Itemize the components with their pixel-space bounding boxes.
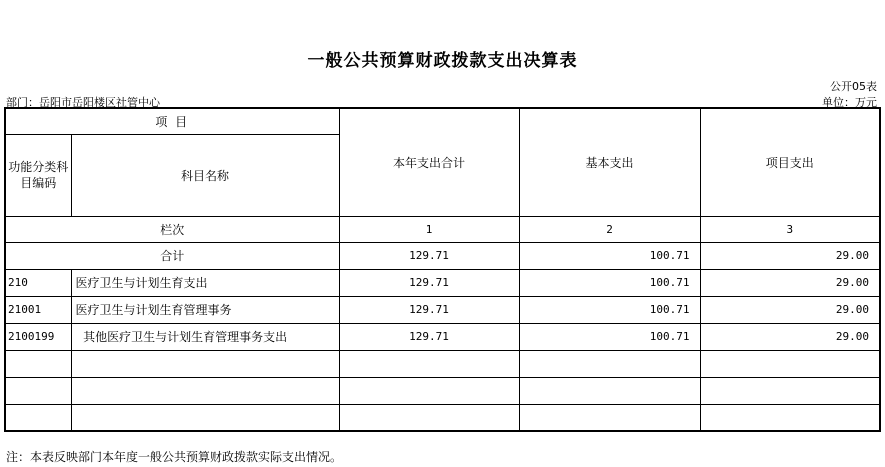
row-project: 29.00 bbox=[700, 323, 880, 350]
project-header: 项目支出 bbox=[700, 108, 880, 216]
item-header: 项 目 bbox=[5, 108, 339, 134]
table-row bbox=[5, 323, 880, 350]
row-total: 129.71 bbox=[339, 269, 519, 296]
row-basic: 100.71 bbox=[519, 323, 700, 350]
row-code: 21001 bbox=[5, 296, 71, 323]
row-project: 29.00 bbox=[700, 269, 880, 296]
row-code: 210 bbox=[5, 269, 71, 296]
row-name: 医疗卫生与计划生育支出 bbox=[71, 269, 339, 296]
sum-total: 129.71 bbox=[339, 242, 519, 269]
column-row-label: 栏次 bbox=[5, 216, 339, 242]
basic-header: 基本支出 bbox=[519, 108, 700, 216]
empty-row bbox=[5, 350, 880, 377]
table-row bbox=[5, 269, 880, 296]
header-row-top bbox=[5, 108, 880, 134]
row-basic: 100.71 bbox=[519, 269, 700, 296]
row-code: 2100199 bbox=[5, 323, 71, 350]
row-basic: 100.71 bbox=[519, 296, 700, 323]
row-project: 29.00 bbox=[700, 296, 880, 323]
table-row bbox=[5, 296, 880, 323]
unit-label: 单位：万元 bbox=[822, 96, 877, 109]
subject-name-header: 科目名称 bbox=[71, 134, 339, 216]
col-index-2: 2 bbox=[519, 216, 700, 242]
footnote: 注：本表反映部门本年度一般公共预算财政拨款实际支出情况。 bbox=[6, 450, 343, 464]
empty-row bbox=[5, 404, 880, 431]
column-index-row bbox=[5, 216, 880, 242]
row-name: 医疗卫生与计划生育管理事务 bbox=[71, 296, 339, 323]
row-total: 129.71 bbox=[339, 323, 519, 350]
sum-row bbox=[5, 242, 880, 269]
expenditure-table bbox=[4, 107, 881, 432]
sum-project: 29.00 bbox=[700, 242, 880, 269]
col-index-1: 1 bbox=[339, 216, 519, 242]
total-header: 本年支出合计 bbox=[339, 108, 519, 216]
row-name: 其他医疗卫生与计划生育管理事务支出 bbox=[71, 323, 339, 350]
report-title: 一般公共预算财政拨款支出决算表 bbox=[307, 51, 578, 71]
sum-label: 合计 bbox=[5, 242, 339, 269]
form-code: 公开05表 bbox=[830, 80, 877, 93]
sum-basic: 100.71 bbox=[519, 242, 700, 269]
func-code-header: 功能分类科目编码 bbox=[5, 134, 71, 216]
row-total: 129.71 bbox=[339, 296, 519, 323]
department-label: 部门：岳阳市岳阳楼区社管中心 bbox=[6, 96, 160, 109]
empty-row bbox=[5, 377, 880, 404]
col-index-3: 3 bbox=[700, 216, 880, 242]
